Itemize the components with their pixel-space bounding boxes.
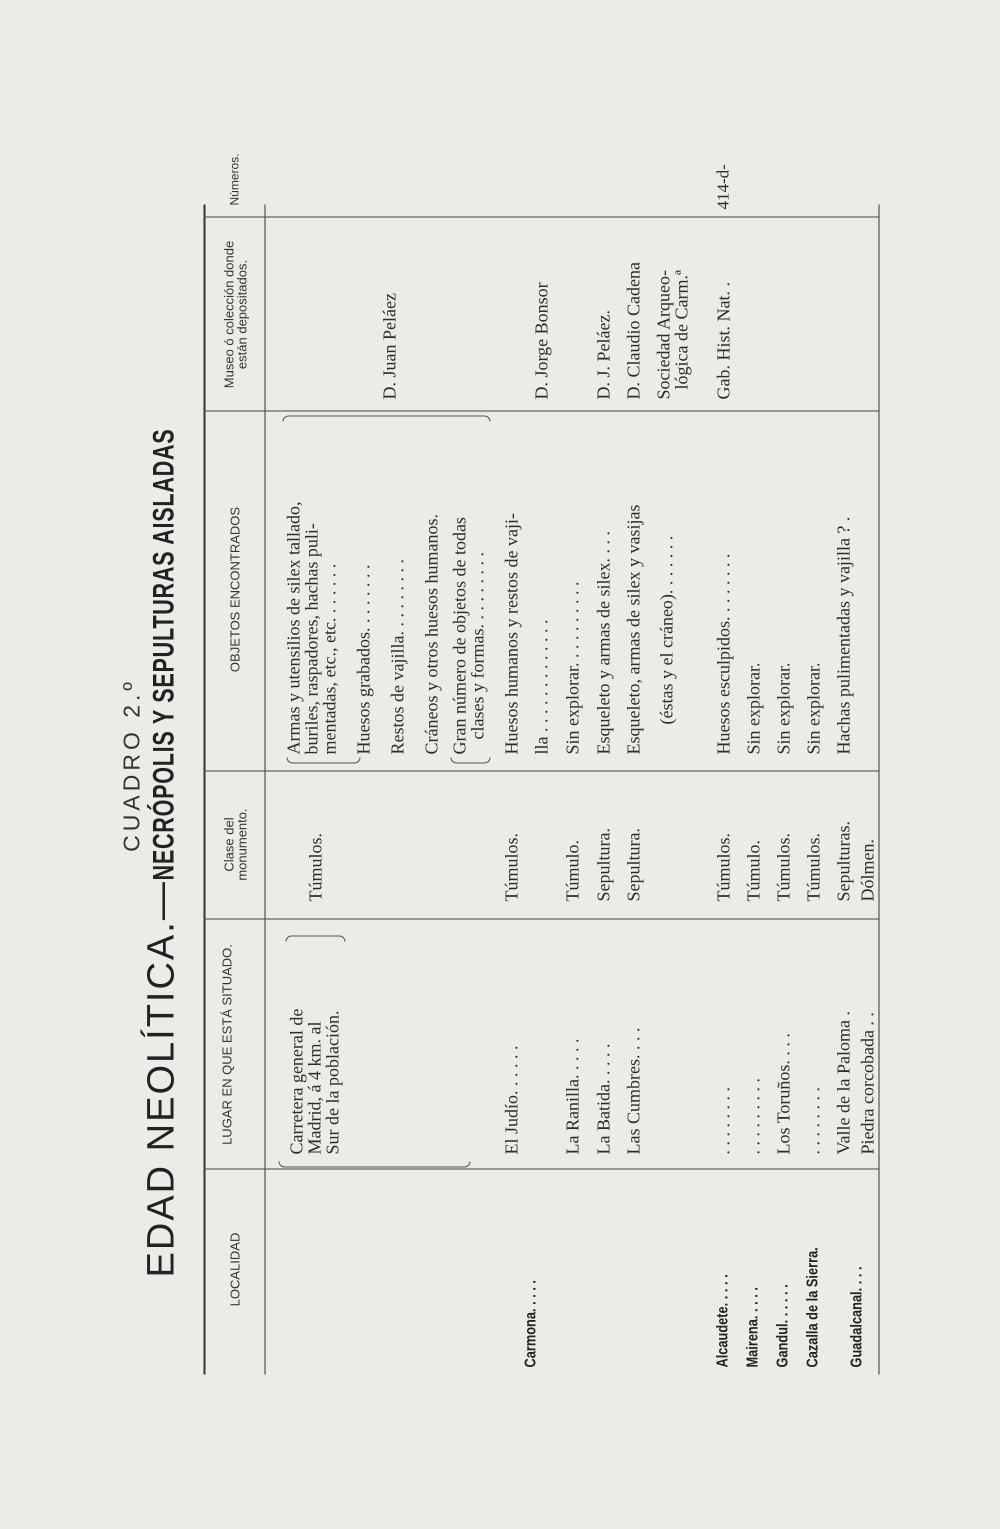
header-museo: Museo ó colección donde están depositados. xyxy=(221,240,249,388)
guadalcanal-clase-2: Dólmen. xyxy=(857,838,877,901)
loc-gandul: Gandul. . . . . . xyxy=(774,1283,791,1367)
r1-lugar-1: Carretera general de xyxy=(286,1008,306,1154)
table-bottom-rule xyxy=(878,204,879,1374)
r1-objetos-brace-bottom xyxy=(450,757,490,763)
loc-carmona: Carmona. . . . . xyxy=(522,1279,539,1367)
r5-lugar: Las Cumbres. . . . xyxy=(623,1027,643,1154)
gandul-clase: Túmulos. xyxy=(773,832,793,901)
r4-clase: Sepultura. xyxy=(593,827,613,901)
r1-objetos-5: Restos de vajilla. . . . . . . . . xyxy=(387,558,407,754)
table-top-rule xyxy=(203,204,205,1374)
cazalla-clase: Túmulos. xyxy=(803,832,823,901)
r2-clase: Túmulos. xyxy=(501,832,521,901)
alcaudete-numero: 414-d- xyxy=(713,163,732,209)
divider-5 xyxy=(203,216,878,217)
page-title xyxy=(140,0,183,1529)
title-main: EDAD NEOLÍTICA.— xyxy=(140,879,182,1277)
r5-museo-2: Sociedad Arqueo- xyxy=(653,269,673,399)
r5-museo-1: D. Claudio Cadena xyxy=(623,261,643,399)
mairena-clase: Túmulo. xyxy=(743,839,763,901)
divider-2 xyxy=(203,918,878,919)
r1-objetos-7: Gran número de objetos de todas xyxy=(449,516,469,754)
title-subtitle: NECRÓPOLIS Y SEPULTURAS AISLADAS xyxy=(147,427,180,880)
loc-mairena: Mairena. . . . . xyxy=(744,1286,761,1367)
header-lugar: LUGAR EN QUE ESTÁ SITUADO. xyxy=(219,943,234,1145)
r1-clase: Túmulos. xyxy=(305,832,325,901)
r3-clase: Túmulo. xyxy=(562,839,582,901)
divider-3 xyxy=(203,770,878,771)
r1-museo-brace xyxy=(282,415,490,421)
header-localidad: LOCALIDAD xyxy=(227,1232,242,1306)
r1-objetos-1: Armas y utensilios de silex tallado, xyxy=(283,501,303,754)
r1-objetos-2: buriles, raspadores, hachas puli- xyxy=(301,522,321,754)
guadalcanal-clase-1: Sepulturas. xyxy=(833,820,853,901)
loc-guadalcanal: Guadalcanal. . . . xyxy=(848,1265,865,1367)
r2-museo: D. Jorge Bonsor xyxy=(531,281,551,399)
r3-lugar: La Ranilla. . . . . xyxy=(562,1038,582,1154)
r1-objetos-3: mentadas, etc., etc. . . . . . . xyxy=(319,563,339,754)
r1-lugar-3: Sur de la población. xyxy=(322,1010,342,1154)
r5-objetos-2: (éstas y el cráneo). . . . . . . xyxy=(656,535,676,724)
r4-lugar: La Batida. . . . . xyxy=(593,1043,613,1154)
guadalcanal-lugar-2: Piedra corcobada . . xyxy=(857,1011,877,1154)
header-clase: Clase del monumento. xyxy=(221,807,249,881)
carmona-bracket xyxy=(278,1161,470,1167)
loc-cazalla: Cazalla de la Sierra. xyxy=(804,1246,821,1367)
r2-objetos-1: Huesos humanos y restos de vaji- xyxy=(501,512,521,754)
r1-objetos-6: Cráneos y otros huesos humanos. xyxy=(421,513,441,754)
loc-alcaudete: Alcaudete. . . . . xyxy=(714,1273,731,1367)
r2-objetos-2: lla . . . . . . . . . . . . . xyxy=(531,619,551,754)
cazalla-lugar: . . . . . . . . xyxy=(803,1086,823,1154)
alcaudete-clase: Túmulos. xyxy=(713,832,733,901)
divider-4 xyxy=(203,410,878,411)
gandul-objetos: Sin explorar. xyxy=(773,662,793,754)
gandul-lugar: Los Toruños. . . . xyxy=(773,1032,793,1154)
r2-lugar: El Judío. . . . . . xyxy=(501,1044,521,1154)
alcaudete-museo: Gab. Hist. Nat. . xyxy=(713,281,733,399)
guadalcanal-lugar-1: Valle de la Paloma . xyxy=(833,1010,853,1154)
header-objetos: OBJETOS ENCONTRADOS xyxy=(227,506,242,672)
header-numeros: Números. xyxy=(227,153,241,206)
r5-museo-3: lógica de Carm.ª xyxy=(671,269,691,389)
table-number: CUADRO 2.º xyxy=(118,677,144,852)
alcaudete-objetos: Huesos esculpidos. . . . . . . . xyxy=(713,553,733,754)
r1-objetos-brace-top xyxy=(286,757,360,763)
guadalcanal-objetos-1: Hachas pulimentadas y vajilla ? . xyxy=(833,516,853,754)
mairena-objetos: Sin explorar. xyxy=(743,662,763,754)
r1-lugar-brace xyxy=(285,935,345,941)
mairena-lugar: . . . . . . . . . xyxy=(743,1077,763,1154)
r1-museo: D. Juan Peláez xyxy=(379,292,399,399)
r4-objetos: Esqueleto y armas de silex. . . . xyxy=(593,530,613,754)
r3-objetos: Sin explorar. . . . . . . . . . xyxy=(562,581,582,754)
cazalla-objetos: Sin explorar. xyxy=(803,662,823,754)
r5-clase: Sepultura. xyxy=(623,827,643,901)
r5-objetos-1: Esqueleto, armas de silex y vasijas xyxy=(623,504,643,754)
r1-lugar-2: Madrid, á 4 km. al xyxy=(304,1021,324,1154)
divider-1 xyxy=(203,1168,878,1169)
r1-objetos-4: Huesos grabados. . . . . . . . xyxy=(353,564,373,754)
r1-objetos-8: clases y formas. . . . . . . . . xyxy=(467,551,487,739)
alcaudete-lugar: . . . . . . . . xyxy=(713,1086,733,1154)
r4-museo: D. J. Peláez. xyxy=(593,309,613,399)
header-bottom-rule xyxy=(264,204,265,1374)
